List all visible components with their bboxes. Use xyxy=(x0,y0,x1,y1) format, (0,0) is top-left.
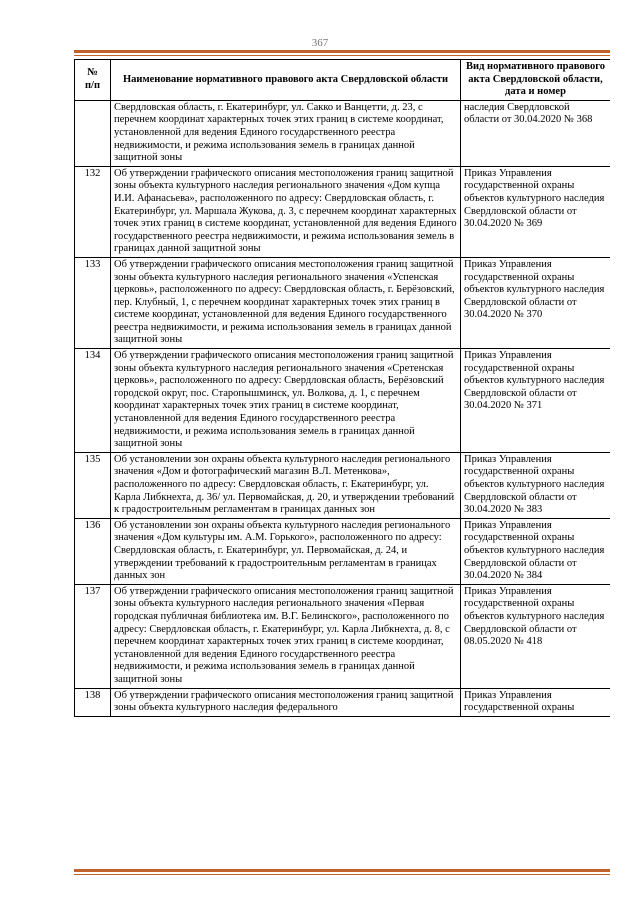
header-act-type: Вид нормативного правового акта Свердловской области, дата и номер xyxy=(461,60,611,101)
row-act-title: Об утверждении графического описания местоположения границ защитной зоны объекта культурного наследия регионального значения «Дом купца И.И. Афанасьева», расположенного по адресу: Свердловская область, г. Екатеринбург, ул. Маршала Жукова, д. 3, с перечнем координат характерных точек этих границ в системе координат, установленной для ведения Единого государственного реестра недвижимости, и режима использования земель в границах данной защитной зоны xyxy=(111,166,461,257)
row-number: 135 xyxy=(75,452,111,518)
page-number: 367 xyxy=(311,37,329,49)
row-act-type: Приказ Управления государственной охраны xyxy=(461,688,611,716)
table-row xyxy=(75,518,611,584)
row-act-title: Об утверждении графического описания местоположения границ защитной зоны объекта культурного наследия федерального xyxy=(111,688,461,716)
table-header-row xyxy=(75,60,611,101)
row-number: 138 xyxy=(75,688,111,716)
acts-table-wrapper xyxy=(74,59,610,840)
row-act-type: наследия Свердловской области от 30.04.2020 № 368 xyxy=(461,100,611,166)
row-number: 132 xyxy=(75,166,111,257)
footer-rule-thin xyxy=(74,874,610,875)
table-row xyxy=(75,257,611,348)
header-rule-thin xyxy=(74,55,610,56)
table-row xyxy=(75,349,611,453)
row-act-type: Приказ Управления государственной охраны объектов культурного наследия Свердловской области от 30.04.2020 № 384 xyxy=(461,518,611,584)
header-rule-thick xyxy=(74,50,610,53)
table-row xyxy=(75,584,611,688)
footer-rule xyxy=(74,869,610,875)
row-act-title: Об установлении зон охраны объекта культурного наследия регионального значения «Дом и фотографический магазин В.Л. Метенкова», расположенного по адресу: Свердловская область, г. Екатеринбург, ул. Карла Либкнехта, д. 36/ ул. Первомайская, д. 20, и утверждении требований к градостроительным регламентам в границах данных зон xyxy=(111,452,461,518)
row-act-title: Об утверждении графического описания местоположения границ защитной зоны объекта культурного наследия регионального значения «Успенская церковь», расположенного по адресу: Свердловская область, г. Берёзовский, пер. Клубный, 1, с перечнем координат характерных точек этих границ в системе координат, установленной для ведения Единого государственного реестра недвижимости, и режима использования земель в границах данной защитной зоны xyxy=(111,257,461,348)
row-number: 133 xyxy=(75,257,111,348)
row-number: 134 xyxy=(75,349,111,453)
row-act-type: Приказ Управления государственной охраны объектов культурного наследия Свердловской области от 30.04.2020 № 383 xyxy=(461,452,611,518)
table-row xyxy=(75,100,611,166)
row-act-type: Приказ Управления государственной охраны объектов культурного наследия Свердловской области от 30.04.2020 № 369 xyxy=(461,166,611,257)
row-act-type: Приказ Управления государственной охраны объектов культурного наследия Свердловской области от 30.04.2020 № 371 xyxy=(461,349,611,453)
row-number: 136 xyxy=(75,518,111,584)
row-act-type: Приказ Управления государственной охраны объектов культурного наследия Свердловской области от 08.05.2020 № 418 xyxy=(461,584,611,688)
row-act-title: Свердловская область, г. Екатеринбург, ул. Сакко и Ванцетти, д. 23, с перечнем координат характерных точек этих границ в системе координат, установленной для ведения Единого государственного реестра недвижимости, и режима использования земель в границах данной защитной зоны xyxy=(111,100,461,166)
header-number: № п/п xyxy=(75,60,111,101)
table-row xyxy=(75,166,611,257)
header-act-title: Наименование нормативного правового акта Свердловской области xyxy=(111,60,461,101)
acts-table xyxy=(74,59,610,717)
row-act-title: Об установлении зон охраны объекта культурного наследия регионального значения «Дом культуры им. А.М. Горького», расположенного по адресу: Свердловская область, г. Екатеринбург, ул. Первомайская, д. 24, и утверждении требований к градостроительным регламентам в границах данных зон xyxy=(111,518,461,584)
row-act-title: Об утверждении графического описания местоположения границ защитной зоны объекта культурного наследия регионального значения «Первая городская публичная библиотека им. В.Г. Белинского», расположенного по адресу: Свердловская область, г. Екатеринбург, ул. Карла Либкнехта, д. 8, с перечнем координат характерных точек этих границ в системе координат, установленной для ведения Единого государственного реестра недвижимости, и режима использования земель в границах данной защитной зоны xyxy=(111,584,461,688)
table-row xyxy=(75,688,611,716)
header-rule xyxy=(74,50,610,56)
row-act-title: Об утверждении графического описания местоположения границ защитной зоны объекта культурного наследия регионального значения «Сретенская церковь», расположенного по адресу: Свердловская область, Берёзовский городской округ, пос. Старопышминск, ул. Волкова, д. 1, с перечнем координат характерных точек этих границ в системе координат, установленной для ведения Единого государственного реестра недвижимости, и режима использования земель в границах данной защитной зоны xyxy=(111,349,461,453)
row-number xyxy=(75,100,111,166)
table-row xyxy=(75,452,611,518)
row-number: 137 xyxy=(75,584,111,688)
row-act-type: Приказ Управления государственной охраны объектов культурного наследия Свердловской области от 30.04.2020 № 370 xyxy=(461,257,611,348)
footer-rule-thick xyxy=(74,869,610,872)
